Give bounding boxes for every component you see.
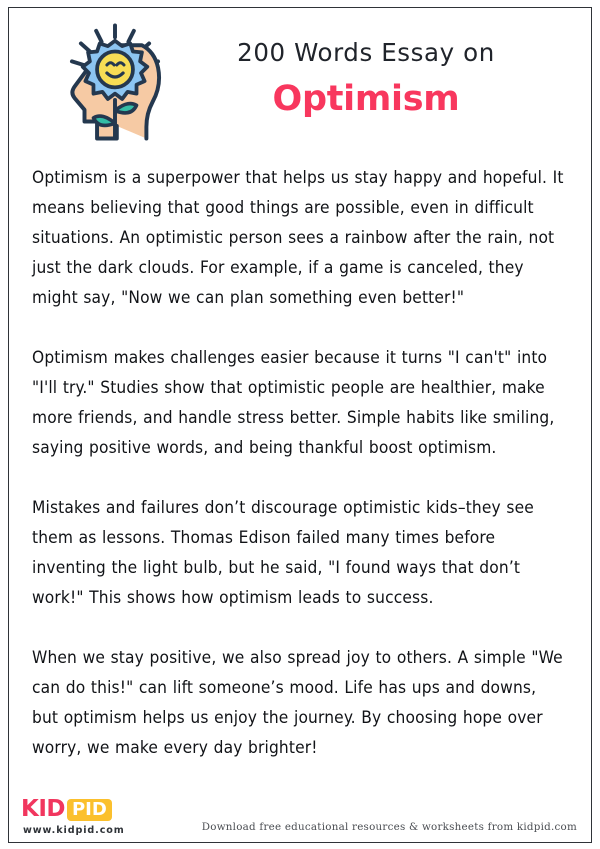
essay-paragraph-3: Mistakes and failures don’t discourage optimistic kids–they see them as lessons. Thomas Edison failed many times before inventing the light bulb, but he said, "I found ways that don’t work!" This shows how optimism leads to success. <box>32 498 534 608</box>
essay-paragraph-1: Optimism is a superpower that helps us stay happy and hopeful. It means believing that good things are possible, even in difficult situations. An optimistic person sees a rainbow after the rain, not just the dark clouds. For example, if a game is canceled, they might say, "Now we can plan something even better!" <box>32 168 564 308</box>
worksheet-sheet <box>8 7 592 843</box>
page-title-topic: Optimism <box>272 78 460 119</box>
essay-paragraph-4: When we stay positive, we also spread joy to others. A simple "We can do this!" can lift someone’s mood. Life has ups and downs, but optimism helps us enjoy the journey. By choosing hope over worry, we make every day brighter! <box>32 648 563 758</box>
essay-paragraph-2: Optimism makes challenges easier because it turns "I can't" into "I'll try." Studies show that optimistic people are healthier, make more friends, and handle stress better. Simple habits like smiling, saying positive words, and being thankful boost optimism. <box>32 348 555 458</box>
footer <box>9 780 591 842</box>
brand-pid-badge: PID <box>67 799 112 821</box>
footer-note: Download free educational resources & worksheets from kidpid.com <box>201 821 577 833</box>
kidpid-logo[interactable] <box>21 798 112 821</box>
kidpid-brand[interactable] <box>21 798 125 836</box>
brand-kid-text: KID <box>21 796 65 823</box>
mindfulness-head-flower-icon <box>61 21 169 143</box>
brand-website-url[interactable]: www.kidpid.com <box>23 825 125 837</box>
header <box>9 8 591 147</box>
page-title-prefix: 200 Words Essay on <box>237 37 495 67</box>
title-block <box>183 38 577 126</box>
essay-body <box>9 147 591 780</box>
